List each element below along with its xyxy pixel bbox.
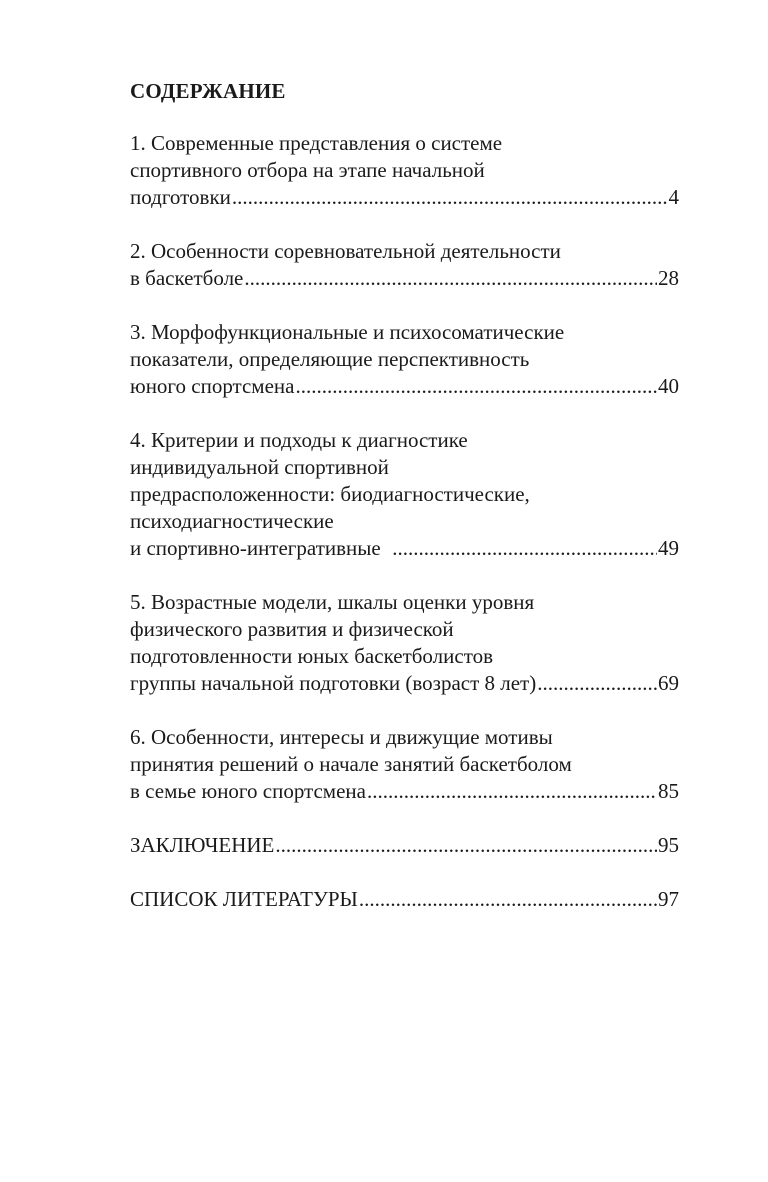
page-number: 40: [658, 374, 679, 398]
toc-entry-line: принятия решений о начале занятий баскетболом: [130, 752, 572, 776]
page-number: 69: [658, 671, 679, 695]
toc-entry-line: 5. Возрастные модели, шкалы оценки уровня: [130, 590, 535, 614]
dot-leader: [392, 535, 657, 562]
dot-leader: [275, 832, 657, 859]
toc-entry-last-line: [130, 535, 679, 562]
toc-entry-line: 6. Особенности, интересы и движущие мотивы: [130, 725, 553, 749]
toc-entry-last-line: [130, 184, 679, 211]
toc-entry-line: 1. Современные представления о системе: [130, 131, 503, 155]
toc-entry-line: ЗАКЛЮЧЕНИЕ: [130, 833, 275, 857]
contents-page: [130, 76, 679, 913]
toc-entry-line: предрасположенности: биодиагностические,: [130, 482, 530, 506]
toc-entry-last-line: [130, 832, 679, 859]
toc-entry-line: группы начальной подготовки (возраст 8 лет): [130, 671, 537, 695]
toc-entry-conclusion[interactable]: [130, 832, 679, 859]
page-number: 97: [658, 887, 679, 911]
toc-entry-line: психодиагностические: [130, 509, 334, 533]
toc-entry-last-line: [130, 778, 679, 805]
page-title: СОДЕРЖАНИЕ: [130, 79, 286, 103]
dot-leader: [244, 265, 657, 292]
page-number: 28: [658, 266, 679, 290]
toc-entry-line: СПИСОК ЛИТЕРАТУРЫ: [130, 887, 358, 911]
dot-leader: [537, 670, 657, 697]
toc-entry-last-line: [130, 886, 679, 913]
toc-entry-6[interactable]: [130, 724, 679, 805]
toc-entry-last-line: [130, 265, 679, 292]
toc-entry-line: юного спортсмена: [130, 374, 295, 398]
toc-entry-last-line: [130, 670, 679, 697]
toc-entry-1[interactable]: [130, 130, 679, 211]
toc-entry-references[interactable]: [130, 886, 679, 913]
toc-entry-line: подготовленности юных баскетболистов: [130, 644, 494, 668]
toc-list: [130, 130, 679, 913]
dot-leader: [295, 373, 657, 400]
toc-entry-line: индивидуальной спортивной: [130, 455, 389, 479]
toc-entry-line: физического развития и физической: [130, 617, 454, 641]
toc-entry-line: в баскетболе: [130, 266, 244, 290]
dot-leader: [359, 886, 657, 913]
toc-entry-line: спортивного отбора на этапе начальной: [130, 158, 485, 182]
page-number: 49: [658, 536, 679, 560]
dot-leader: [232, 184, 668, 211]
toc-entry-4[interactable]: [130, 427, 679, 562]
toc-entry-5[interactable]: [130, 589, 679, 697]
toc-entry-2[interactable]: [130, 238, 679, 292]
toc-entry-line: 2. Особенности соревновательной деятельности: [130, 239, 561, 263]
dot-leader: [367, 778, 657, 805]
toc-entry-last-line: [130, 373, 679, 400]
page-number: 4: [668, 185, 679, 209]
page-number: 95: [658, 833, 679, 857]
toc-entry-line: 4. Критерии и подходы к диагностике: [130, 428, 468, 452]
toc-entry-line: подготовки: [130, 185, 231, 209]
toc-entry-line: 3. Морфофункциональные и психосоматические: [130, 320, 565, 344]
toc-entry-line: в семье юного спортсмена: [130, 779, 366, 803]
page-number: 85: [658, 779, 679, 803]
toc-entry-line: и спортивно-интегративные: [130, 536, 392, 560]
toc-entry-line: показатели, определяющие перспективность: [130, 347, 530, 371]
toc-entry-3[interactable]: [130, 319, 679, 400]
